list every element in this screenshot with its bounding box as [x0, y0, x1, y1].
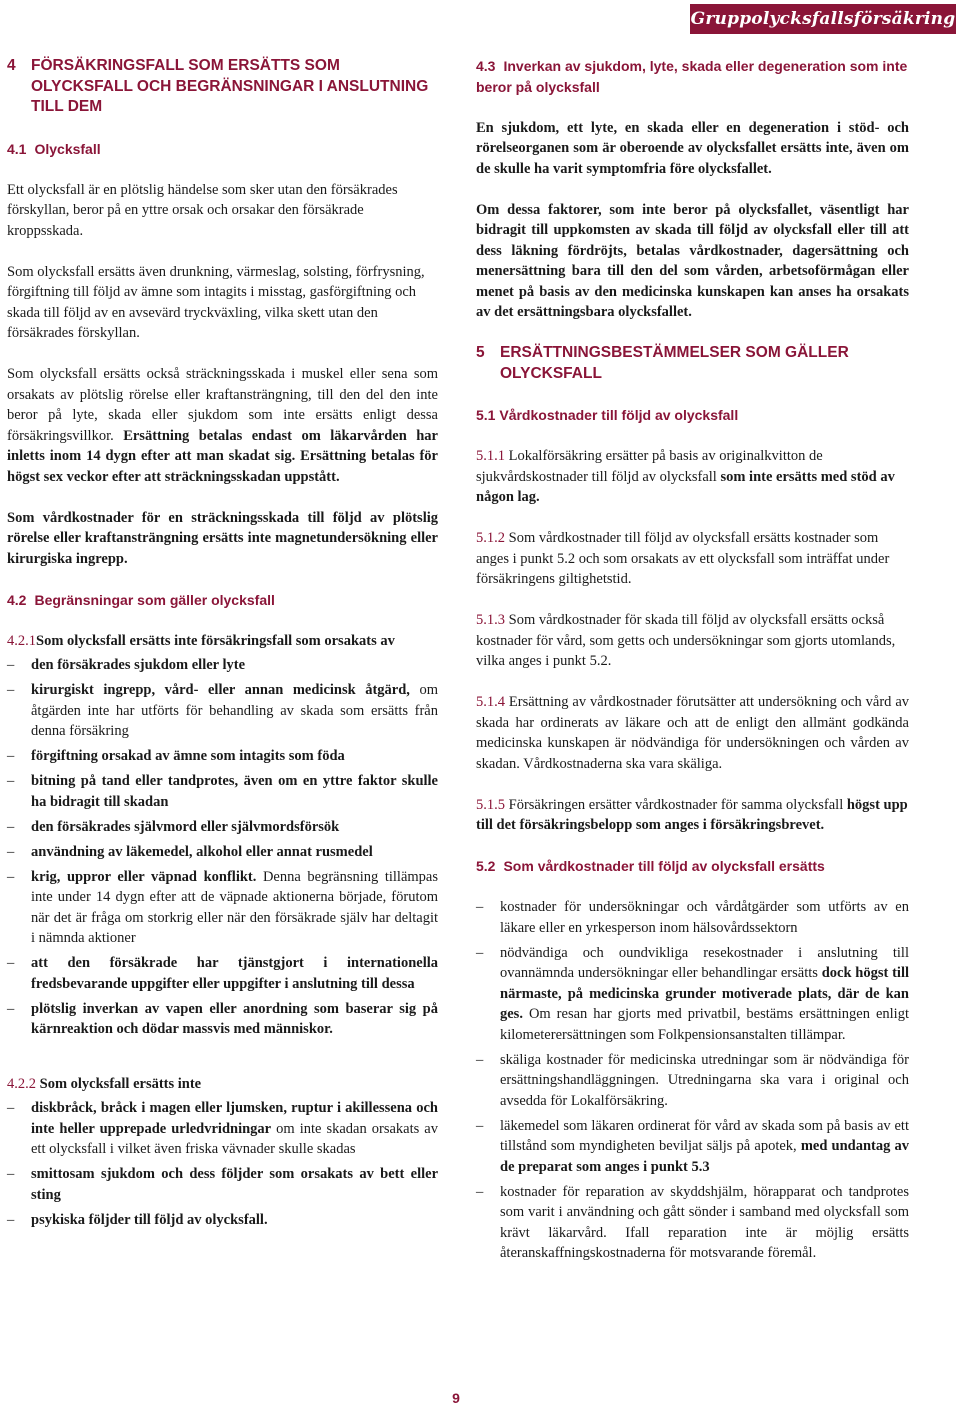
list-item: – diskbråck, bråck i magen eller ljumsken, ruptur i akillessena och inte heller upprepade urledvridningar om inte skadan orsakats av ett olycksfall i vilket även friska vävnader skulle skadas	[7, 1098, 438, 1160]
list-item: – nödvändiga och oundvikliga resekostnader i anslutning till ovannämnda undersökningar eller behandlingar ersätts dock högst till närmaste, på medicinska grunder motiverade plats, där de kan ges. Om resan har gjorts med privatbil, bestäms ersättningen enligt kilometerersättningen som Folkpensionsanstalten tillämpar.	[476, 943, 909, 1046]
list-item: – kirurgiskt ingrepp, vård- eller annan medicinsk åtgärd, om åtgärden inte har utförts för behandling av skada som ersätts från denna försäkring	[7, 680, 438, 742]
list-item: – att den försäkrade har tjänstgjort i internationella fredsbevarande uppgifter eller uppgifter i anslutning till dessa	[7, 953, 438, 994]
paragraph-4-1-b: Som olycksfall ersätts även drunkning, värmeslag, solsting, förfrysning, förgiftning till följd av ämne som intagits i misstag, gasförgiftning och skada till följd av en avsevärd tryckväxling, vilka skett utan den försäkrades förskyllan.	[7, 263, 425, 341]
list-item: – läkemedel som läkaren ordinerat för vård av skada som på basis av ett tillstånd som myndigheten beviljat säljs på apotek, med undantag av de preparat som anges i punkt 5.3	[476, 1116, 909, 1178]
list-item: – krig, uppror eller väpnad konflikt. Denna begränsning tillämpas inte under 14 dygn efter att de väpnade aktionerna började, förutom när det är fråga om storkrig eller när den försäkrade själv har deltagit i nämnda aktioner	[7, 867, 438, 949]
list-item: – bitning på tand eller tandprotes, även om en yttre faktor skulle ha bidragit till skadan	[7, 771, 438, 812]
section-4-heading: 4 FÖRSÄKRINGSFALL SOM ERSÄTTS SOM OLYCKSFALL OCH BEGRÄNSNINGAR I ANSLUTNING TILL DEM	[7, 57, 429, 115]
list-item: – den försäkrades självmord eller självmordsförsök	[7, 817, 438, 838]
list-item: – kostnader för undersökningar och vårdåtgärder som utförts av en läkare eller en yrkesperson inom hälsovårdssektorn	[476, 897, 909, 938]
section-4-2-1-lead: 4.2.1Som olycksfall ersätts inte försäkringsfall som orsakats av	[7, 632, 395, 649]
exclusions-list-4-2-2	[7, 1098, 438, 1230]
list-item: – användning av läkemedel, alkohol eller annat rusmedel	[7, 842, 438, 863]
paragraph-4-1-d: Som vårdkostnader för en sträckningsskada till följd av plötslig rörelse eller kraftansträngning ersätts inte magnetundersökning eller kirurgiska ingrepp.	[7, 509, 438, 567]
section-5-2-heading: 5.2 Som vårdkostnader till följd av olycksfall ersätts	[476, 858, 825, 874]
right-column	[476, 56, 909, 1284]
left-column	[7, 56, 438, 1251]
paragraph-5-1-5: 5.1.5 Försäkringen ersätter vårdkostnader för samma olycksfall högst upp till det försäkringsbelopp som anges i försäkringsbrevet.	[476, 796, 908, 833]
list-item: – smittosam sjukdom och dess följder som orsakats av bett eller sting	[7, 1164, 438, 1205]
list-item: – plötslig inverkan av vapen eller anordning som baserar sig på kärnreaktion och dödar massvis med människor.	[7, 999, 438, 1040]
paragraph-4-3-b: Om dessa faktorer, som inte beror på olycksfallet, väsentligt har bidragit till uppkomsten av skada till följd av olycksfall eller till att dess läkning fördröjts, betalas vårdkostnader, dagersättning och menersättning bara till den del som vården, arbetsoförmågan eller menet på basis av den medicinska kunskapen kan anses ha orsakats av det ersättningsbara olycksfallet.	[476, 201, 909, 320]
section-4-2-heading: 4.2 Begränsningar som gäller olycksfall	[7, 591, 275, 608]
costs-list-5-2	[476, 897, 909, 1264]
section-5-1-heading: 5.1 Vårdkostnader till följd av olycksfall	[476, 407, 739, 423]
document-banner: Gruppolycksfallsförsäkring	[690, 4, 956, 34]
list-item: – psykiska följder till följd av olycksfall.	[7, 1210, 438, 1231]
paragraph-5-1-3: 5.1.3 Som vårdkostnader för skada till följd av olycksfall ersätts också kostnader för vård, som getts och undersökningar som gjorts utomlands, vilka anges i punkt 5.2.	[476, 612, 896, 669]
section-4-2-2-lead: 4.2.2 Som olycksfall ersätts inte	[7, 1075, 202, 1092]
list-item: – förgiftning orsakad av ämne som intagits som föda	[7, 746, 438, 767]
paragraph-4-3-a: En sjukdom, ett lyte, en skada eller en degeneration i stöd- och rörelseorganen som är oberoende av olycksfallet ersätts inte, även om de skulle ha varit symptomfria före olycksfallet.	[476, 119, 909, 177]
paragraph-5-1-1: 5.1.1 Lokalförsäkring ersätter på basis av originalkvitton de sjukvårdskostnader till följd av olycksfall som inte ersätts med stöd av någon lag.	[476, 448, 895, 505]
paragraph-5-1-2: 5.1.2 Som vårdkostnader till följd av olycksfall ersätts kostnader som anges i punkt 5.2 och som orsakats av ett olycksfall som inträffat under försäkringens giltighetstid.	[476, 530, 890, 587]
paragraph-5-1-4: 5.1.4 Ersättning av vårdkostnader förutsätter att undersökning och vård av skada har ordinerats av läkare och att de enligt den allmänt godkända medicinska kunskapen är nödvändiga för undersökningen och vården av skadan. Vårdkostnaderna ska vara skäliga.	[476, 694, 910, 772]
exclusions-list-4-2-1	[7, 655, 438, 1040]
list-item: – skäliga kostnader för medicinska utredningar som är nödvändiga för ersättningshandläggningen. Utredningarna ska vara i original och avsedda för Lokalförsäkring.	[476, 1050, 909, 1112]
paragraph-4-1-a: Ett olycksfall är en plötslig händelse som sker utan den försäkrades förskyllan, beror på en yttre orsak och orsakar den försäkrade kroppsskada.	[7, 181, 398, 239]
section-4-3-heading: 4.3 Inverkan av sjukdom, lyte, skada eller degeneration som inte beror på olycksfall	[476, 58, 908, 95]
section-4-1-heading: 4.1 Olycksfall	[7, 140, 101, 157]
section-5-heading: 5 ERSÄTTNINGSBESTÄMMELSER SOM GÄLLER OLYCKSFALL	[476, 344, 849, 382]
paragraph-4-1-c: Som olycksfall ersätts också sträckningsskada i muskel eller sena som orsakats av plötslig rörelse eller kraftansträngning, till den del den inte beror på lyte, skada eller sjukdom som inte ersätts enligt dessa försäkringsvillkor. Ersättning betalas endast om läkarvården har inletts inom 14 dygn efter att man skadat sig. Ersättning betalas för högst sex veckor efter att sträckningsskadan uppstått.	[7, 366, 438, 485]
list-item: – kostnader för reparation av skyddshjälm, hörapparat och tandprotes som varit i användning och gått sönder i samband med olycksfall som krävt läkarvård. Ifall reparation inte är möjlig ersätts återanskaffningskostnaderna för motsvarande föremål.	[476, 1182, 909, 1264]
page-number: 9	[452, 1390, 460, 1406]
list-item: – den försäkrades sjukdom eller lyte	[7, 655, 438, 676]
